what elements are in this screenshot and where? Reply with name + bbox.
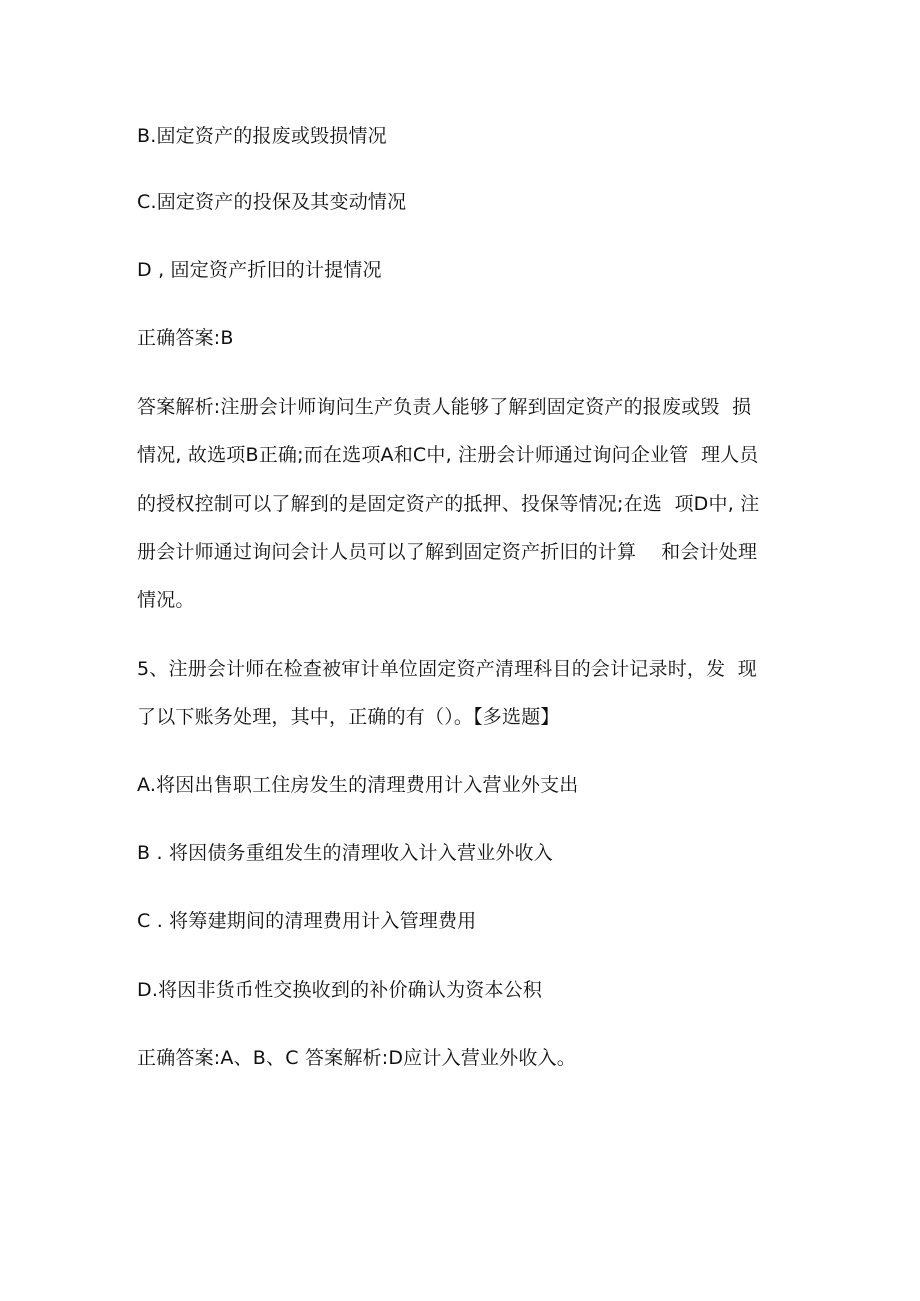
q4-explanation-line: 的授权控制可以了解到的是固定资产的抵押、投保等情况;在选 项D中, 注 [137,493,760,515]
q5-option-a: A.将因出售职工住房发生的清理费用计入营业外支出 [137,774,579,796]
q4-explanation-line: 册会计师通过询问会计人员可以了解到固定资产折旧的计算 和会计处理 [137,541,758,563]
q5-answer-and-explanation: 正确答案:A、B、C 答案解析:D应计入营业外收入。 [137,1047,576,1069]
q4-option-c: C.固定资产的投保及其变动情况 [137,191,407,213]
q5-option-b: B . 将因债务重组发生的清理收入计入营业外收入 [137,842,553,864]
q4-option-b: B.固定资产的报废或毁损情况 [137,125,387,147]
q5-option-c: C . 将筹建期间的清理费用计入管理费用 [137,910,477,932]
q4-explanation-line: 答案解析:注册会计师询问生产负责人能够了解到固定资产的报废或毁 损 [137,396,752,418]
q4-option-d: D , 固定资产折旧的计提情况 [137,259,382,281]
q4-correct-answer: 正确答案:B [137,327,234,349]
q4-explanation-line: 情况, 故选项B正确;而在选项A和C中, 注册会计师通过询问企业管 理人员 [137,444,759,466]
q5-stem-line: 了以下账务处理，其中，正确的有（）。【多选题】 [137,706,560,728]
q5-option-d: D.将因非货币性交换收到的补价确认为资本公积 [137,979,543,1001]
q5-stem-line: 5、注册会计师在检查被审计单位固定资产清理科目的会计记录时，发 现 [137,658,757,680]
q4-explanation-line: 情况。 [137,589,195,611]
